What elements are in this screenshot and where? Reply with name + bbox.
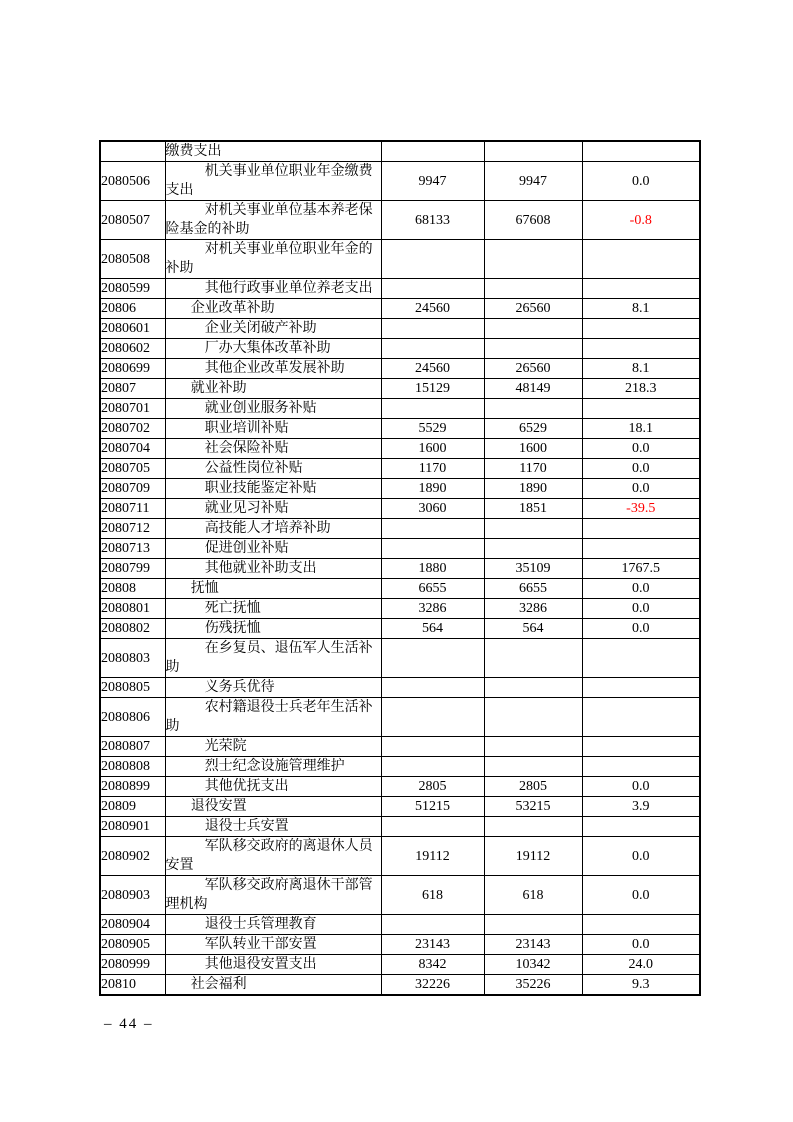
row-value2-cell xyxy=(484,915,582,935)
row-pct-cell: 218.3 xyxy=(582,379,700,399)
row-code-cell: 20808 xyxy=(100,579,165,599)
row-value2-cell xyxy=(484,817,582,837)
row-value2-cell: 564 xyxy=(484,619,582,639)
row-code-cell: 2080902 xyxy=(100,837,165,876)
table-row xyxy=(100,141,700,162)
row-value2-cell: 1600 xyxy=(484,439,582,459)
row-code-cell: 2080903 xyxy=(100,876,165,915)
row-pct-cell xyxy=(582,319,700,339)
row-value1-cell: 2805 xyxy=(381,777,484,797)
row-pct-cell xyxy=(582,141,700,162)
row-value2-cell xyxy=(484,399,582,419)
row-value2-cell xyxy=(484,319,582,339)
table-row xyxy=(100,817,700,837)
row-pct-cell: 9.3 xyxy=(582,975,700,996)
row-code-cell: 2080702 xyxy=(100,419,165,439)
table-row xyxy=(100,319,700,339)
row-value2-cell: 3286 xyxy=(484,599,582,619)
table-row xyxy=(100,240,700,279)
row-pct-cell: 8.1 xyxy=(582,359,700,379)
row-value2-cell: 1851 xyxy=(484,499,582,519)
page-number: – 44 – xyxy=(104,1016,154,1032)
row-name-cell: 其他优抚支出 xyxy=(165,777,381,797)
row-code-cell: 2080904 xyxy=(100,915,165,935)
row-code-cell: 2080599 xyxy=(100,279,165,299)
row-value2-cell xyxy=(484,339,582,359)
table-row xyxy=(100,955,700,975)
row-value1-cell: 24560 xyxy=(381,359,484,379)
row-value2-cell xyxy=(484,539,582,559)
row-value1-cell: 1170 xyxy=(381,459,484,479)
row-code-cell: 2080712 xyxy=(100,519,165,539)
row-code-cell: 2080905 xyxy=(100,935,165,955)
row-code-cell: 20810 xyxy=(100,975,165,996)
row-name-cell: 义务兵优待 xyxy=(165,678,381,698)
row-pct-cell: 24.0 xyxy=(582,955,700,975)
row-value2-cell: 67608 xyxy=(484,201,582,240)
row-pct-cell: 3.9 xyxy=(582,797,700,817)
row-name-cell: 对机关事业单位职业年金的补助 xyxy=(165,240,381,279)
row-name-cell: 就业创业服务补贴 xyxy=(165,399,381,419)
row-code-cell: 2080805 xyxy=(100,678,165,698)
row-code-cell: 2080601 xyxy=(100,319,165,339)
row-pct-cell: 0.0 xyxy=(582,619,700,639)
row-value2-cell: 35109 xyxy=(484,559,582,579)
row-pct-cell: 8.1 xyxy=(582,299,700,319)
row-value2-cell: 10342 xyxy=(484,955,582,975)
row-value1-cell: 564 xyxy=(381,619,484,639)
budget-table-container xyxy=(99,140,699,996)
row-code-cell: 2080807 xyxy=(100,737,165,757)
table-row xyxy=(100,162,700,201)
table-row xyxy=(100,279,700,299)
row-code-cell: 2080507 xyxy=(100,201,165,240)
row-pct-cell xyxy=(582,639,700,678)
row-pct-cell: 0.0 xyxy=(582,935,700,955)
row-code-cell: 2080711 xyxy=(100,499,165,519)
row-value1-cell: 15129 xyxy=(381,379,484,399)
row-pct-cell xyxy=(582,519,700,539)
row-pct-cell xyxy=(582,240,700,279)
row-value1-cell: 1880 xyxy=(381,559,484,579)
table-row xyxy=(100,399,700,419)
row-value2-cell: 1890 xyxy=(484,479,582,499)
row-value1-cell: 9947 xyxy=(381,162,484,201)
table-row xyxy=(100,559,700,579)
row-name-cell: 退役士兵管理教育 xyxy=(165,915,381,935)
row-pct-cell: 0.0 xyxy=(582,459,700,479)
row-value1-cell xyxy=(381,141,484,162)
row-value2-cell: 9947 xyxy=(484,162,582,201)
row-code-cell: 2080699 xyxy=(100,359,165,379)
row-value1-cell: 51215 xyxy=(381,797,484,817)
row-code-cell: 2080701 xyxy=(100,399,165,419)
row-pct-cell: 18.1 xyxy=(582,419,700,439)
row-value2-cell: 19112 xyxy=(484,837,582,876)
table-row xyxy=(100,975,700,996)
row-value2-cell: 618 xyxy=(484,876,582,915)
table-row xyxy=(100,519,700,539)
row-pct-cell: 0.0 xyxy=(582,599,700,619)
row-value1-cell xyxy=(381,240,484,279)
row-value1-cell: 23143 xyxy=(381,935,484,955)
row-name-cell: 其他退役安置支出 xyxy=(165,955,381,975)
row-pct-cell: 0.0 xyxy=(582,837,700,876)
row-pct-cell: 0.0 xyxy=(582,777,700,797)
row-value1-cell: 1600 xyxy=(381,439,484,459)
table-row xyxy=(100,479,700,499)
row-value1-cell xyxy=(381,678,484,698)
table-row xyxy=(100,359,700,379)
row-name-cell: 退役士兵安置 xyxy=(165,817,381,837)
row-name-cell: 社会保险补贴 xyxy=(165,439,381,459)
row-value2-cell: 6529 xyxy=(484,419,582,439)
row-value2-cell: 6655 xyxy=(484,579,582,599)
row-code-cell: 2080901 xyxy=(100,817,165,837)
row-value2-cell: 1170 xyxy=(484,459,582,479)
row-value1-cell xyxy=(381,757,484,777)
row-name-cell: 死亡抚恤 xyxy=(165,599,381,619)
row-value1-cell xyxy=(381,915,484,935)
row-name-cell: 农村籍退役士兵老年生活补助 xyxy=(165,698,381,737)
row-value1-cell xyxy=(381,817,484,837)
row-value1-cell xyxy=(381,519,484,539)
row-name-cell: 社会福利 xyxy=(165,975,381,996)
row-value1-cell xyxy=(381,339,484,359)
row-value1-cell xyxy=(381,639,484,678)
table-row xyxy=(100,459,700,479)
row-code-cell: 20806 xyxy=(100,299,165,319)
row-value2-cell: 23143 xyxy=(484,935,582,955)
table-row xyxy=(100,299,700,319)
row-code-cell: 2080808 xyxy=(100,757,165,777)
row-code-cell: 2080801 xyxy=(100,599,165,619)
row-value2-cell: 2805 xyxy=(484,777,582,797)
row-pct-cell xyxy=(582,817,700,837)
row-name-cell: 其他行政事业单位养老支出 xyxy=(165,279,381,299)
row-name-cell: 高技能人才培养补助 xyxy=(165,519,381,539)
row-value1-cell: 32226 xyxy=(381,975,484,996)
row-name-cell: 缴费支出 xyxy=(165,141,381,162)
row-name-cell: 机关事业单位职业年金缴费支出 xyxy=(165,162,381,201)
row-value2-cell xyxy=(484,519,582,539)
row-pct-cell xyxy=(582,737,700,757)
row-pct-cell: 0.0 xyxy=(582,439,700,459)
row-value2-cell xyxy=(484,698,582,737)
row-pct-cell xyxy=(582,279,700,299)
row-value2-cell xyxy=(484,737,582,757)
row-code-cell: 2080704 xyxy=(100,439,165,459)
row-value1-cell: 5529 xyxy=(381,419,484,439)
row-value2-cell xyxy=(484,757,582,777)
row-name-cell: 军队移交政府离退休干部管理机构 xyxy=(165,876,381,915)
row-code-cell: 2080999 xyxy=(100,955,165,975)
row-value1-cell xyxy=(381,279,484,299)
row-name-cell: 企业改革补助 xyxy=(165,299,381,319)
row-value1-cell xyxy=(381,737,484,757)
row-pct-cell xyxy=(582,757,700,777)
row-value1-cell: 6655 xyxy=(381,579,484,599)
row-value1-cell: 24560 xyxy=(381,299,484,319)
row-code-cell: 2080803 xyxy=(100,639,165,678)
row-code-cell: 20807 xyxy=(100,379,165,399)
row-code-cell: 2080506 xyxy=(100,162,165,201)
row-name-cell: 伤残抚恤 xyxy=(165,619,381,639)
row-name-cell: 职业技能鉴定补贴 xyxy=(165,479,381,499)
row-name-cell: 就业见习补贴 xyxy=(165,499,381,519)
table-row xyxy=(100,737,700,757)
table-row xyxy=(100,639,700,678)
table-row xyxy=(100,599,700,619)
row-name-cell: 其他企业改革发展补助 xyxy=(165,359,381,379)
row-value1-cell xyxy=(381,698,484,737)
row-name-cell: 烈士纪念设施管理维护 xyxy=(165,757,381,777)
row-name-cell: 公益性岗位补贴 xyxy=(165,459,381,479)
row-code-cell: 2080802 xyxy=(100,619,165,639)
row-pct-cell: 0.0 xyxy=(582,579,700,599)
row-name-cell: 就业补助 xyxy=(165,379,381,399)
table-row xyxy=(100,757,700,777)
row-name-cell: 军队移交政府的离退休人员安置 xyxy=(165,837,381,876)
row-name-cell: 企业关闭破产补助 xyxy=(165,319,381,339)
row-value2-cell xyxy=(484,639,582,678)
row-pct-cell xyxy=(582,915,700,935)
row-pct-cell: 0.0 xyxy=(582,876,700,915)
row-value2-cell: 35226 xyxy=(484,975,582,996)
row-code-cell: 2080508 xyxy=(100,240,165,279)
table-row xyxy=(100,797,700,817)
row-value2-cell xyxy=(484,240,582,279)
row-value1-cell: 68133 xyxy=(381,201,484,240)
row-name-cell: 促进创业补贴 xyxy=(165,539,381,559)
row-pct-cell: 0.0 xyxy=(582,479,700,499)
row-pct-cell xyxy=(582,399,700,419)
row-value1-cell xyxy=(381,319,484,339)
row-code-cell: 2080899 xyxy=(100,777,165,797)
row-code-cell: 2080705 xyxy=(100,459,165,479)
row-value2-cell: 26560 xyxy=(484,299,582,319)
row-value2-cell xyxy=(484,678,582,698)
row-value2-cell: 26560 xyxy=(484,359,582,379)
row-name-cell: 退役安置 xyxy=(165,797,381,817)
row-value1-cell: 3060 xyxy=(381,499,484,519)
row-pct-cell: 1767.5 xyxy=(582,559,700,579)
row-pct-cell: -0.8 xyxy=(582,201,700,240)
row-name-cell: 厂办大集体改革补助 xyxy=(165,339,381,359)
row-value1-cell xyxy=(381,539,484,559)
row-pct-cell: -39.5 xyxy=(582,499,700,519)
row-code-cell: 2080713 xyxy=(100,539,165,559)
table-row xyxy=(100,579,700,599)
row-pct-cell: 0.0 xyxy=(582,162,700,201)
row-value1-cell: 618 xyxy=(381,876,484,915)
table-row xyxy=(100,698,700,737)
row-value1-cell: 8342 xyxy=(381,955,484,975)
row-code-cell: 2080709 xyxy=(100,479,165,499)
row-pct-cell xyxy=(582,678,700,698)
table-row xyxy=(100,619,700,639)
row-name-cell: 其他就业补助支出 xyxy=(165,559,381,579)
table-row xyxy=(100,379,700,399)
row-value2-cell: 53215 xyxy=(484,797,582,817)
budget-table xyxy=(99,140,701,996)
table-row xyxy=(100,935,700,955)
row-name-cell: 光荣院 xyxy=(165,737,381,757)
row-code-cell xyxy=(100,141,165,162)
table-row xyxy=(100,539,700,559)
table-row xyxy=(100,915,700,935)
row-name-cell: 对机关事业单位基本养老保险基金的补助 xyxy=(165,201,381,240)
row-value2-cell xyxy=(484,141,582,162)
table-row xyxy=(100,419,700,439)
table-row xyxy=(100,876,700,915)
table-row xyxy=(100,678,700,698)
row-pct-cell xyxy=(582,698,700,737)
row-name-cell: 在乡复员、退伍军人生活补助 xyxy=(165,639,381,678)
row-code-cell: 2080799 xyxy=(100,559,165,579)
table-row xyxy=(100,777,700,797)
row-value1-cell: 19112 xyxy=(381,837,484,876)
row-value1-cell: 1890 xyxy=(381,479,484,499)
row-name-cell: 职业培训补贴 xyxy=(165,419,381,439)
table-row xyxy=(100,837,700,876)
row-pct-cell xyxy=(582,539,700,559)
row-code-cell: 2080806 xyxy=(100,698,165,737)
row-name-cell: 抚恤 xyxy=(165,579,381,599)
row-value2-cell: 48149 xyxy=(484,379,582,399)
row-value1-cell xyxy=(381,399,484,419)
row-code-cell: 2080602 xyxy=(100,339,165,359)
row-pct-cell xyxy=(582,339,700,359)
table-row xyxy=(100,201,700,240)
table-row xyxy=(100,339,700,359)
row-value2-cell xyxy=(484,279,582,299)
row-name-cell: 军队转业干部安置 xyxy=(165,935,381,955)
row-code-cell: 20809 xyxy=(100,797,165,817)
table-row xyxy=(100,439,700,459)
table-row xyxy=(100,499,700,519)
row-value1-cell: 3286 xyxy=(381,599,484,619)
